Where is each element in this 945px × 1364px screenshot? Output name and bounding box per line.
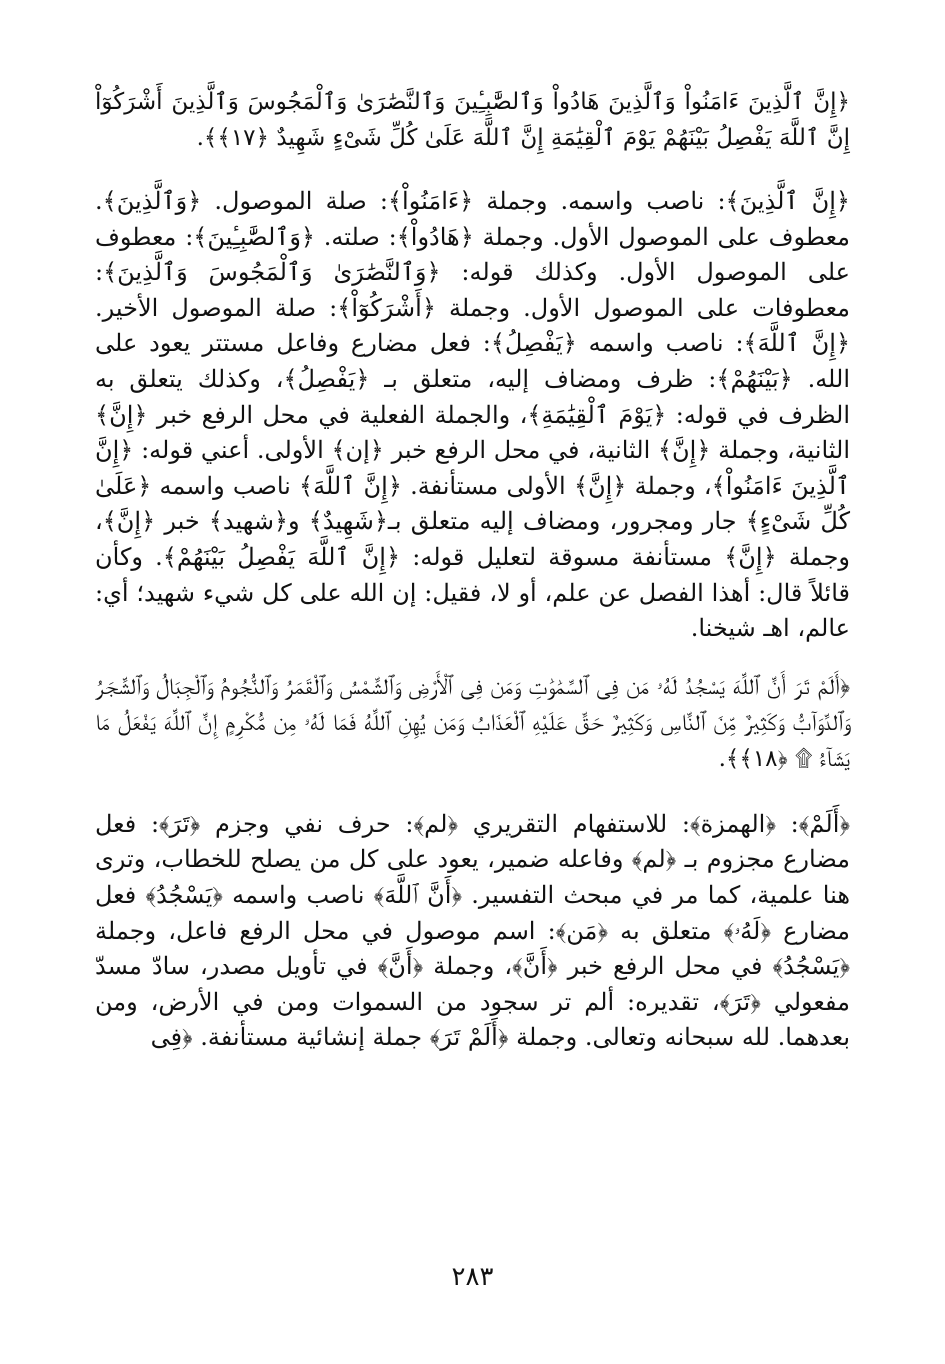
quran-verse-17: ﴿إِنَّ ٱلَّذِينَ ءَامَنُواْ وَٱلَّذِينَ هَادُواْ وَٱلصَّٰبِـِٔينَ وَٱلنَّصَٰرَىٰ وَٱلْمَجُوسَ وَٱلَّذِينَ أَشْرَكُوٓاْ إِنَّ ٱللَّهَ يَفْصِلُ بَيْنَهُمْ يَوْمَ ٱلْقِيَٰمَةِ إِنَّ ٱللَّهَ عَلَىٰ كُلِّ شَىْءٍ شَهِيدٌ ﴿١٧﴾﴾. bbox=[95, 89, 850, 151]
page-body bbox=[95, 84, 850, 1056]
commentary-verse-18: ﴿أَلَمْ﴾: ﴿الهمزة﴾: للاستفهام التقريري ﴿لم﴾: حرف نفي وجزم ﴿تَرَ﴾: فعل مضارع مجزوم بـ ﴿لم﴾ وفاعله ضمير، يعود على كل من يصلح للخطاب، وترى هنا علمية، كما مر في مبحث التفسير. ﴿أَنَّ ٱللَّهَ﴾ ناصب واسمه ﴿يَسْجُدُ﴾ فعل مضارع ﴿لَهُۥ﴾ متعلق به ﴿مَن﴾: اسم موصول في محل الرفع فاعل، وجملة ﴿يَسْجُدُ﴾ في محل الرفع خبر ﴿أَنَّ﴾، وجملة ﴿أَنَّ﴾ في تأويل مصدر، سادّ مسدّ مفعولي ﴿تَرَ﴾، تقديره: ألم تر سجود من السموات ومن في الأرض، ومن بعدهما. لله سبحانه وتعالى. وجملة ﴿أَلَمْ تَرَ﴾ جملة إنشائية مستأنفة. ﴿فِى bbox=[95, 809, 850, 1052]
quran-verse-18: ﴿أَلَمْ تَرَ أَنَّ ٱللَّهَ يَسْجُدُ لَهُۥ مَن فِى ٱلسَّمَٰوَٰتِ وَمَن فِى ٱلْأَرْضِ وَٱلشَّمْسُ وَٱلْقَمَرُ وَٱلنُّجُومُ وَٱلْجِبَالُ وَٱلشَّجَرُ وَٱلدَّوَآبُّ وَكَثِيرٌ مِّنَ ٱلنَّاسِ وَكَثِيرٌ حَقَّ عَلَيْهِ ٱلْعَذَابُ وَمَن يُهِنِ ٱللَّهُ فَمَا لَهُۥ مِن مُّكْرِمٍ إِنَّ ٱللَّهَ يَفْعَلُ مَا يَشَآءُ ۩ ﴿١٨﴾﴾. bbox=[95, 673, 850, 772]
page-number: ٢٨٣ bbox=[451, 1262, 494, 1292]
commentary-verse-17: ﴿إِنَّ ٱلَّذِينَ﴾: ناصب واسمه. وجملة ﴿ءَامَنُواْ﴾: صلة الموصول. ﴿وَٱلَّذِينَ﴾. معطوف على الموصول الأول. وجملة ﴿هَادُواْ﴾: صلته. ﴿وَٱلصَّٰبِـِٔينَ﴾: معطوف على الموصول الأول. وكذلك قوله: ﴿وَٱلنَّصَٰرَىٰ وَٱلْمَجُوسَ وَٱلَّذِينَ﴾: معطوفات على الموصول الأول. وجملة ﴿أَشْرَكُوٓاْ﴾: صلة الموصول الأخير. ﴿إِنَّ ٱللَّهَ﴾: ناصب واسمه ﴿يَفْصِلُ﴾: فعل مضارع وفاعل مستتر يعود على الله. ﴿بَيْنَهُمْ﴾: ظرف ومضاف إليه، متعلق بـ ﴿يَفْصِلُ﴾، وكذلك يتعلق به الظرف في قوله: ﴿يَوْمَ ٱلْقِيَٰمَةِ﴾، والجملة الفعلية في محل الرفع خبر ﴿إِنَّ﴾ الثانية، وجملة ﴿إِنَّ﴾ الثانية، في محل الرفع خبر ﴿إن﴾ الأولى. أعني قوله: ﴿إِنَّ ٱلَّذِينَ ءَامَنُواْ﴾، وجملة ﴿إِنَّ﴾ الأولى مستأنفة. ﴿إِنَّ ٱللَّهَ﴾ ناصب واسمه ﴿عَلَىٰ كُلِّ شَىْءٍ﴾ جار ومجرور، ومضاف إليه متعلق بـ﴿شَهِيدٌ﴾ و﴿شهيد﴾ خبر ﴿إِنَّ﴾، وجملة ﴿إِنَّ﴾ مستأنفة مسوقة لتعليل قوله: ﴿إِنَّ ٱللَّهَ يَفْصِلُ بَيْنَهُمْ﴾. وكأن قائلاً قال: أهذا الفصل عن علم، أو لا، فقيل: إن الله على كل شيء شهيد؛ أي: عالم، اهـ شيخنا. bbox=[95, 187, 850, 643]
